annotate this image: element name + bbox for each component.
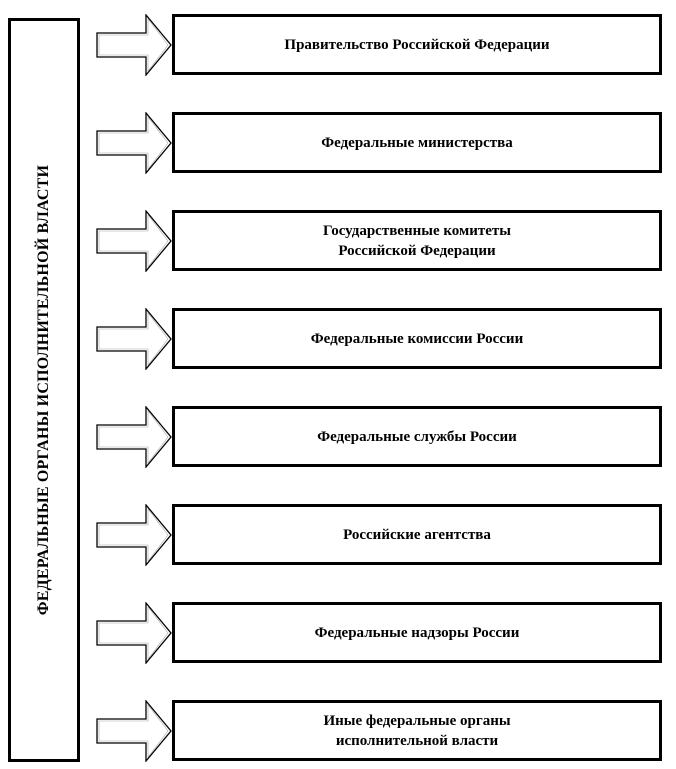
federal-executive-bodies-box [8, 18, 80, 762]
executive-body-box [172, 602, 662, 663]
executive-body-label: Правительство Российской Федерации [284, 36, 550, 53]
executive-body-box [172, 112, 662, 173]
arrow-icon [96, 112, 173, 174]
arrow-icon [96, 210, 173, 272]
executive-body-label: Федеральные комиссии России [310, 330, 524, 347]
arrow-icon [96, 700, 173, 762]
arrow-icon [96, 406, 173, 468]
executive-body-label: Российские агентства [343, 526, 491, 543]
executive-body-box [172, 700, 662, 761]
arrow-icon [96, 504, 173, 566]
executive-body-box [172, 210, 662, 271]
executive-body-label: Федеральные надзоры России [314, 624, 520, 641]
executive-body-box [172, 14, 662, 75]
executive-body-label: Федеральные службы России [317, 428, 517, 445]
executive-body-box [172, 308, 662, 369]
arrow-icon [96, 602, 173, 664]
executive-body-box [172, 504, 662, 565]
federal-executive-bodies-label: ФЕДЕРАЛЬНЫЕ ОРГАНЫ ИСПОЛНИТЕЛЬНОЙ ВЛАСТИ [35, 164, 52, 616]
executive-body-label: Иные федеральные органы исполнительной власти [323, 712, 511, 749]
arrow-icon [96, 308, 173, 370]
executive-body-label: Государственные комитеты Российской Федерации [323, 222, 511, 259]
executive-body-label: Федеральные министерства [321, 134, 513, 151]
executive-body-box [172, 406, 662, 467]
arrow-icon [96, 14, 173, 76]
